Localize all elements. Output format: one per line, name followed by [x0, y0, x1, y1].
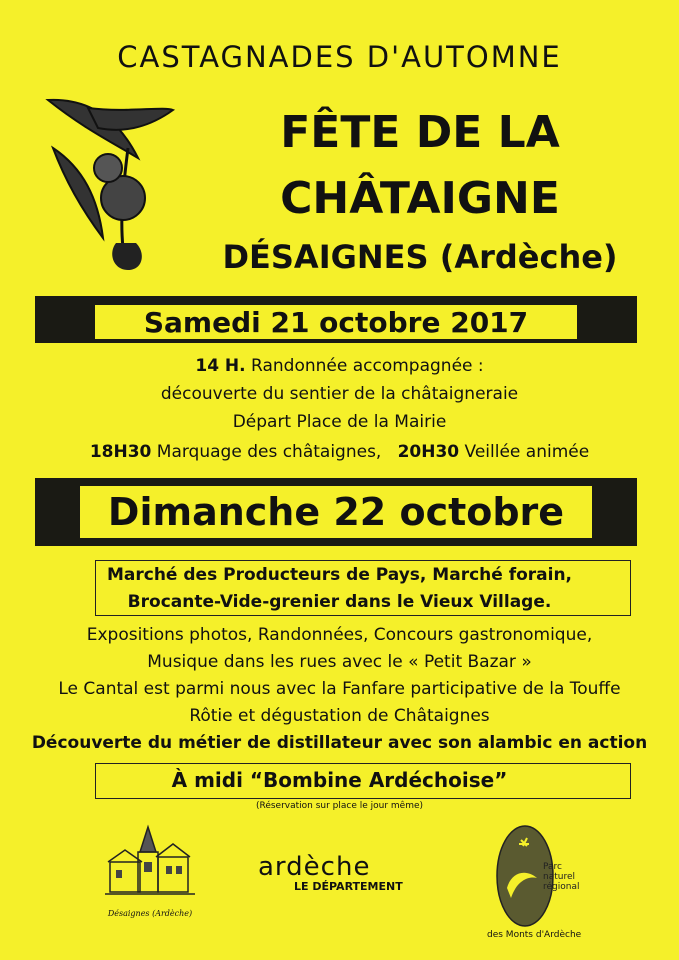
saturday-line-4 — [0, 442, 679, 462]
saturday-heading: Samedi 21 octobre 2017 — [95, 305, 577, 339]
parc-label-line1: Parc — [543, 862, 562, 872]
saturday-evening-text: Veillée animée — [464, 442, 590, 462]
parc-name: des Monts d'Ardèche — [487, 930, 582, 940]
ardeche-subtitle: LE DÉPARTEMENT — [294, 880, 403, 893]
village-icon — [100, 822, 200, 907]
chestnut-leaf-icon — [28, 88, 178, 278]
market-line-2: Brocante-Vide-grenier dans le Vieux Village. — [127, 592, 552, 612]
saturday-line-3: Départ Place de la Mairie — [232, 412, 447, 432]
village-drawing — [100, 822, 200, 918]
saturday-time-18h30: 18H30 — [89, 442, 152, 462]
saturday-hike-text: Randonnée accompagnée : — [251, 356, 484, 376]
parc-label-line2: naturel — [543, 872, 575, 882]
main-title-line1: FÊTE DE LA — [280, 107, 560, 158]
sunday-banner — [35, 478, 637, 546]
parc-label-line3: régional — [543, 882, 580, 892]
village-caption: Désaignes (Ardèche) — [107, 909, 193, 918]
saturday-banner — [35, 296, 637, 343]
sunday-line-1: Expositions photos, Randonnées, Concours gastronomique, — [86, 625, 593, 645]
saturday-time-14h: 14 H. — [195, 356, 246, 376]
saturday-marking-text: Marquage des châtaignes, — [156, 442, 382, 462]
sunday-line-4: Rôtie et dégustation de Châtaignes — [189, 706, 490, 726]
sunday-line-5: Découverte du métier de distillateur avec son alambic en action — [31, 733, 648, 753]
festival-series-title: CASTAGNADES D'AUTOMNE — [117, 40, 562, 74]
location-title: DÉSAIGNES (Ardèche) — [222, 238, 618, 276]
market-line-1: Marché des Producteurs de Pays, Marché forain, — [106, 565, 573, 585]
saturday-line-2: découverte du sentier de la châtaigneraie — [160, 384, 519, 404]
saturday-line-1 — [0, 356, 679, 376]
saturday-time-20h30: 20H30 — [397, 442, 460, 462]
ardeche-wordmark: ardèche — [258, 852, 371, 882]
sunday-line-3: Le Cantal est parmi nous avec la Fanfare participative de la Touffe — [58, 679, 621, 699]
main-title — [180, 100, 660, 232]
parc-naturel-logo — [487, 818, 582, 940]
ardeche-department-logo — [258, 852, 408, 893]
main-title-line2: CHÂTAIGNE — [280, 173, 560, 224]
sunday-line-2: Musique dans les rues avec le « Petit Bazar » — [147, 652, 532, 672]
reservation-note: (Réservation sur place le jour même) — [255, 801, 424, 811]
sunday-heading: Dimanche 22 octobre — [80, 486, 592, 538]
parc-label — [543, 862, 579, 892]
midi-text: À midi “Bombine Ardéchoise” — [171, 768, 508, 792]
